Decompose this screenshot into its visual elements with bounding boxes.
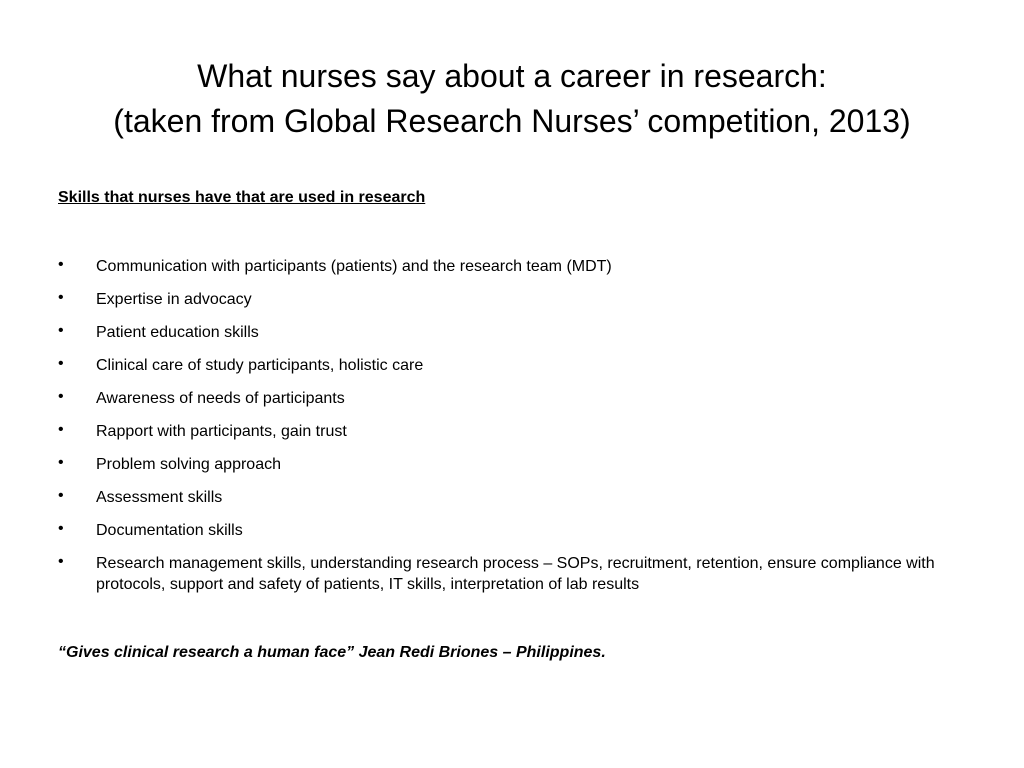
bullet-icon: • <box>58 553 64 570</box>
list-item-text: Awareness of needs of participants <box>96 390 345 407</box>
list-item-text: Patient education skills <box>96 324 259 341</box>
bullet-icon: • <box>58 355 64 372</box>
list-item-text: Communication with participants (patients) and the research team (MDT) <box>96 258 612 275</box>
list-item-text: Rapport with participants, gain trust <box>96 423 347 440</box>
list-item <box>58 388 958 409</box>
slide-title-line-1: What nurses say about a career in research: <box>197 58 827 94</box>
list-item-text: Research management skills, understanding research process – SOPs, recruitment, retention, ensure compliance with protocols, support and safety of patients, IT skills, interpretation of lab results <box>96 555 935 593</box>
bullet-icon: • <box>58 322 64 339</box>
bullet-icon: • <box>58 256 64 273</box>
list-item <box>58 421 958 442</box>
bullet-icon: • <box>58 454 64 471</box>
list-item-text: Expertise in advocacy <box>96 291 252 308</box>
list-item-text: Documentation skills <box>96 522 243 539</box>
list-item-text: Problem solving approach <box>96 456 281 473</box>
slide-title-line-2: (taken from Global Research Nurses’ competition, 2013) <box>113 103 911 139</box>
section-heading: Skills that nurses have that are used in research <box>58 189 426 206</box>
bullet-icon: • <box>58 388 64 405</box>
bullet-icon: • <box>58 421 64 438</box>
slide-title <box>0 54 1024 144</box>
list-item <box>58 322 958 343</box>
list-item <box>58 454 958 475</box>
list-item-text: Clinical care of study participants, holistic care <box>96 357 424 374</box>
list-item <box>58 355 958 376</box>
list-item <box>58 256 958 277</box>
list-item <box>58 553 958 595</box>
slide-content <box>58 187 958 664</box>
bullet-icon: • <box>58 520 64 537</box>
skills-list <box>58 256 958 595</box>
list-item <box>58 289 958 310</box>
list-item <box>58 520 958 541</box>
list-item-text: Assessment skills <box>96 489 223 506</box>
quote: “Gives clinical research a human face” Jean Redi Briones – Philippines. <box>58 644 606 661</box>
list-item <box>58 487 958 508</box>
bullet-icon: • <box>58 289 64 306</box>
bullet-icon: • <box>58 487 64 504</box>
